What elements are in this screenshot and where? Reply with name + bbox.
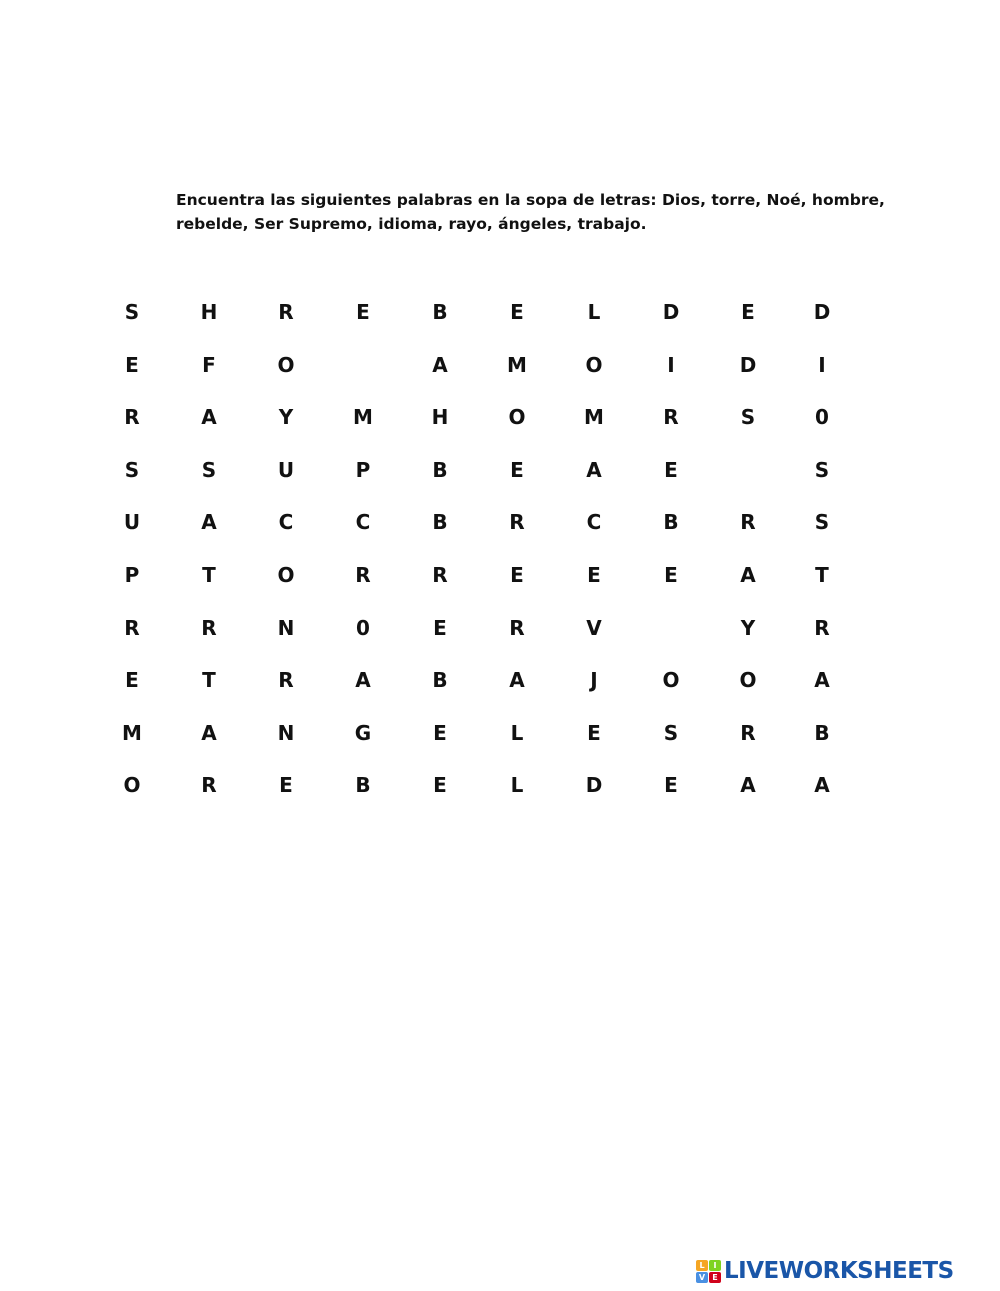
instructions-text: Encuentra las siguientes palabras en la sopa de letras: Dios, torre, Noé, hombre, rebelde, Ser Supremo, idioma, rayo, ángeles, trabajo. [176,191,885,233]
grid-cell: B [432,300,448,324]
logo-mark-tile: E [709,1272,721,1283]
grid-cell: B [814,720,830,745]
grid-cell: E [510,457,524,482]
grid-cell: E [587,720,601,745]
grid-cell: E [664,562,678,587]
grid-cell: S [124,300,140,324]
grid-cell: L [587,300,601,324]
grid-cell: I [818,352,826,377]
grid-cell: O [277,352,295,377]
grid-row [110,496,860,549]
grid-cell: L [510,720,524,745]
grid-cell: E [741,300,755,324]
grid-cell: O [585,352,603,377]
grid-row [110,759,860,812]
grid-cell: E [510,562,524,587]
grid-cell: E [433,720,447,745]
grid-cell: R [278,668,294,693]
grid-cell: T [815,562,829,587]
grid-cell: A [432,352,448,377]
grid-cell: E [356,300,370,324]
grid-cell: A [740,562,756,587]
grid-cell: E [664,773,678,798]
grid-cell: B [432,668,448,693]
grid-cell: B [355,773,371,798]
grid-cell: B [432,457,448,482]
grid-cell: R [432,562,448,587]
grid-cell: E [433,773,447,798]
grid-cell: Y [740,615,756,640]
logo-mark-tile: I [709,1260,721,1271]
grid-cell: D [585,773,603,798]
grid-cell: S [663,720,679,745]
grid-cell: U [277,457,295,482]
grid-cell: O [662,668,680,693]
grid-cell: O [508,405,526,430]
grid-cell: M [353,405,373,430]
grid-cell: E [279,773,293,798]
grid-cell [341,339,385,392]
grid-row [110,391,860,444]
grid-row [110,286,860,339]
grid-cell: I [667,352,675,377]
grid-row [110,602,860,655]
grid-cell: E [433,615,447,640]
grid-cell: H [431,405,449,430]
grid-cell: R [355,562,371,587]
grid-cell: R [663,405,679,430]
grid-cell: T [202,562,216,587]
grid-cell: S [814,457,830,482]
grid-cell: Y [278,405,294,430]
grid-cell: D [662,300,680,324]
grid-cell: S [201,457,217,482]
grid-cell: R [201,773,217,798]
grid-cell: A [814,668,830,693]
grid-cell: E [587,562,601,587]
grid-cell: R [509,510,525,535]
grid-cell: V [586,615,602,640]
grid-cell: P [124,562,140,587]
grid-cell: R [740,720,756,745]
grid-cell: E [664,457,678,482]
grid-cell: R [124,615,140,640]
logo-text: LIVEWORKSHEETS [724,1258,954,1284]
grid-cell: A [740,773,756,798]
grid-cell: E [510,300,524,324]
grid-cell [649,602,693,655]
grid-cell: T [202,668,216,693]
liveworksheets-logo [696,1255,954,1287]
grid-cell: A [201,510,217,535]
grid-cell: C [355,510,371,535]
grid-cell: O [123,773,141,798]
grid-cell: R [278,300,294,324]
logo-mark-tile: L [696,1260,708,1271]
grid-row [110,444,860,497]
grid-cell: N [277,720,295,745]
grid-cell: G [354,720,372,745]
grid-cell: M [584,405,604,430]
grid-cell: H [200,300,218,324]
grid-cell: 0 [815,405,829,430]
grid-cell: A [814,773,830,798]
grid-cell: P [355,457,371,482]
word-search-grid [110,286,860,812]
grid-cell: F [202,352,216,377]
grid-cell: R [124,405,140,430]
grid-cell: R [740,510,756,535]
grid-row [110,654,860,707]
grid-cell: J [590,668,598,693]
grid-cell [726,444,770,497]
grid-cell: L [510,773,524,798]
grid-cell: A [355,668,371,693]
grid-cell: C [278,510,294,535]
liveworksheets-logo-icon [696,1260,721,1283]
grid-row [110,707,860,760]
grid-cell: O [739,668,757,693]
grid-cell: R [814,615,830,640]
grid-cell: A [201,405,217,430]
grid-cell: S [814,510,830,535]
grid-cell: B [663,510,679,535]
grid-cell: N [277,615,295,640]
grid-cell: O [277,562,295,587]
grid-cell: M [507,352,527,377]
grid-cell: U [123,510,141,535]
grid-cell: D [813,300,831,324]
grid-cell: R [201,615,217,640]
grid-cell: M [122,720,142,745]
grid-row [110,339,860,392]
logo-mark-tile: V [696,1272,708,1283]
grid-cell: C [586,510,602,535]
grid-cell: R [509,615,525,640]
grid-row [110,549,860,602]
grid-cell: 0 [356,615,370,640]
grid-cell: S [740,405,756,430]
grid-cell: A [586,457,602,482]
grid-cell: B [432,510,448,535]
grid-cell: D [739,352,757,377]
grid-cell: E [125,352,139,377]
grid-cell: S [124,457,140,482]
grid-cell: A [509,668,525,693]
grid-cell: A [201,720,217,745]
grid-cell: E [125,668,139,693]
